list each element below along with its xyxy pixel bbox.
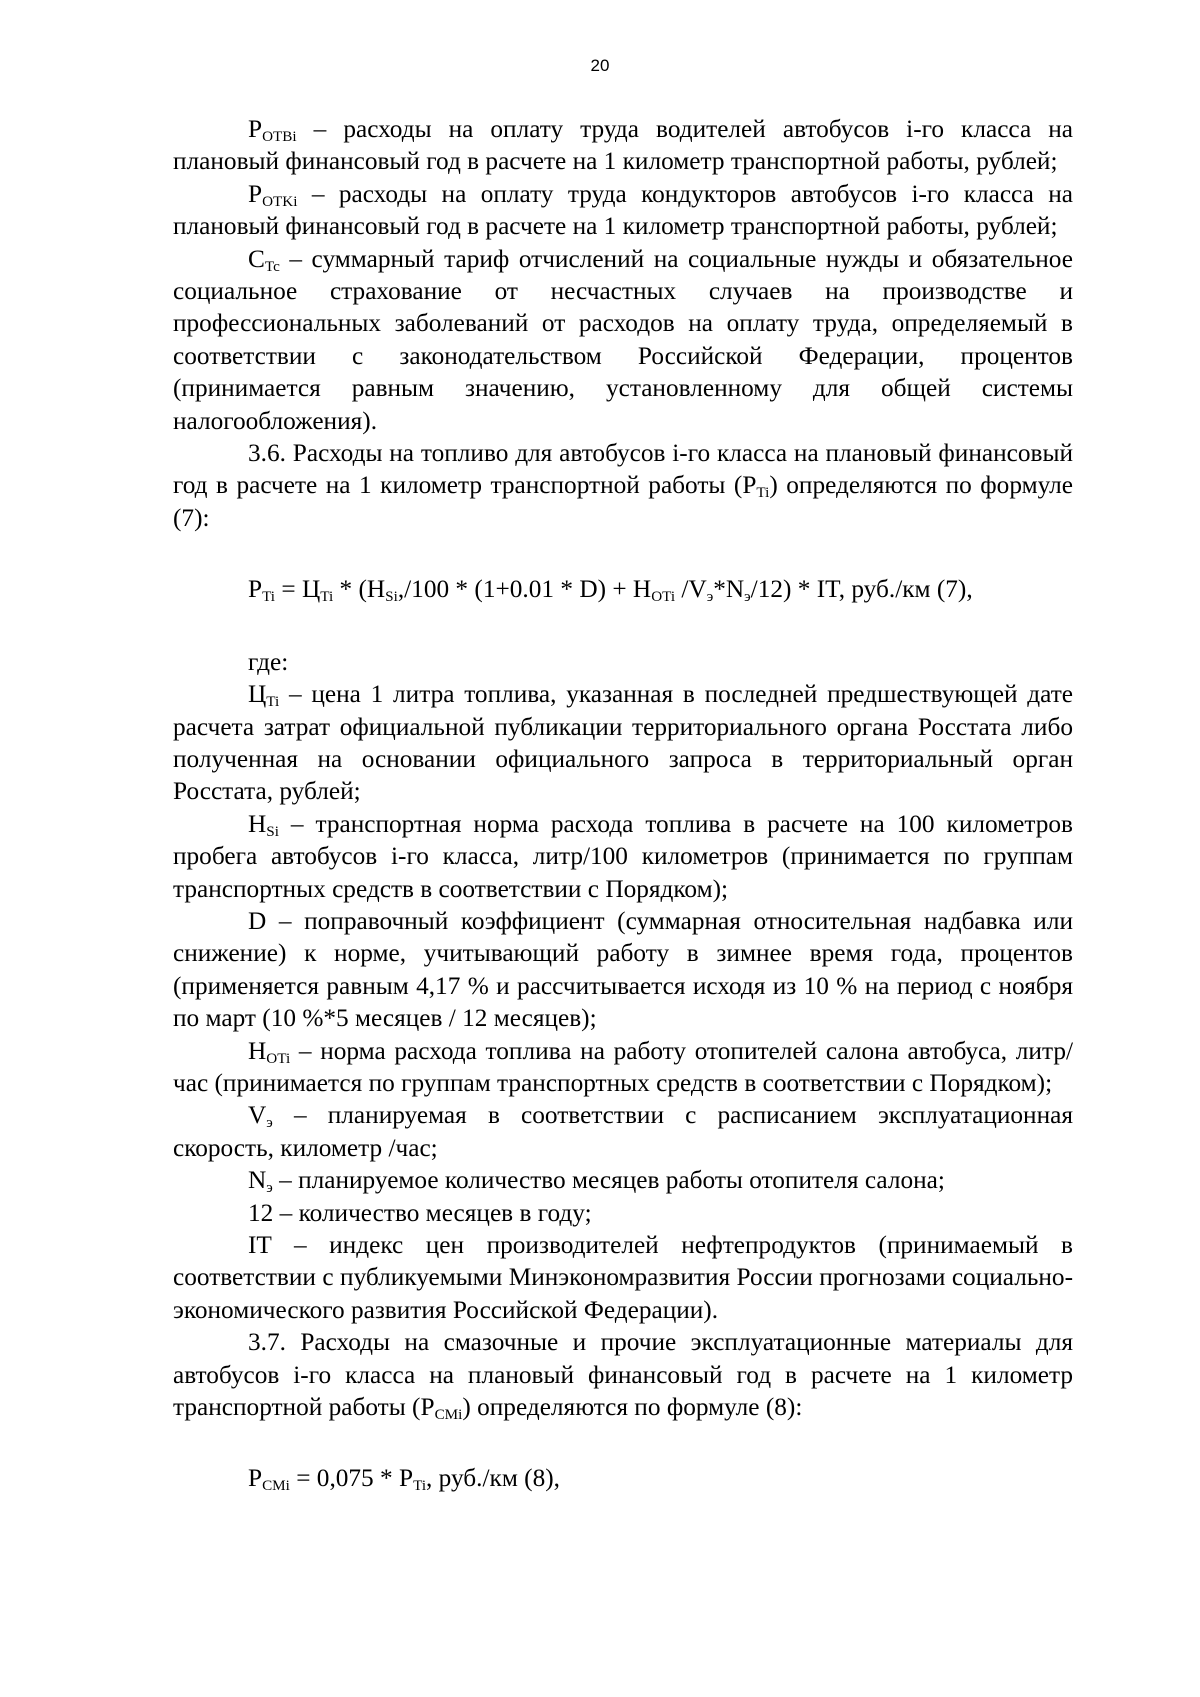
text-run: * ( — [333, 575, 367, 604]
text-run: 3.6. Расходы на топливо для автобусов i-го класса на плановый финансовый год в расчете на 1 километр транспортной работы ( — [173, 439, 1073, 500]
text-run: – расходы на оплату труда водителей автобусов i-го класса на плановый финансовый год в расчете на 1 километр транспортной работы, рублей; — [173, 115, 1073, 176]
paragraph — [173, 243, 1073, 437]
math-symbol: $P_{CMi}$ — [420, 1393, 463, 1423]
math-symbol: $P_{Ti}$ — [399, 1464, 427, 1495]
paragraph — [173, 1326, 1073, 1423]
text-run: ) определяются по формуле (7): — [173, 471, 1073, 532]
text-run: где: — [248, 647, 289, 676]
text-run: N — [248, 1166, 267, 1195]
text-run: – цена 1 литра топлива, указанная в последней предшествующей дате расчета затрат официальной публикации территориального органа Росстата либо полученная на основании официального запроса в территориальный орган Росстата, рублей; — [173, 680, 1073, 806]
text-run: ,/100 * (1+0.01 * D) + — [397, 575, 633, 604]
paragraph — [173, 905, 1073, 1035]
math-symbol: $C_{Tc}$ — [248, 244, 280, 275]
math-symbol: $Ц_{Ti}$ — [301, 575, 334, 606]
text-run: – планируемое количество месяцев работы отопителя салона; — [272, 1166, 945, 1195]
math-symbol: $P_{OTBi}$ — [248, 115, 297, 145]
text-run: – суммарный тариф отчислений на социальные нужды и обязательное социальное страхование от несчастных случаев на производстве и профессиональных заболеваний от расходов на оплату труда, определяемый в соответствии с законодательством Российской Федерации, процентов (принимается равным значению, установленному для общей системы налогообложения). — [173, 244, 1073, 435]
subscript: э — [706, 588, 714, 606]
paragraph — [173, 646, 1073, 678]
math-symbol: $P_{Ti}$ — [248, 575, 276, 606]
formula-line — [173, 573, 1073, 605]
text-run: 3.7. Расходы на смазочные и прочие эксплуатационные материалы для автобусов i-го класса на плановый финансовый год в расчете на 1 километр транспортной работы ( — [173, 1328, 1073, 1422]
paragraph — [173, 1035, 1073, 1100]
math-symbol: $H_{OTi}$ — [632, 575, 676, 606]
paragraph — [173, 678, 1073, 808]
paragraph — [173, 1229, 1073, 1326]
text-run: *N — [713, 575, 745, 604]
text-run: = — [275, 575, 302, 604]
paragraph — [173, 1164, 1073, 1196]
text-run: – расходы на оплату труда кондукторов автобусов i-го класса на плановый финансовый год в расчете на 1 километр транспортной работы, рублей; — [173, 179, 1073, 241]
paragraph — [173, 808, 1073, 905]
paragraph — [173, 437, 1073, 534]
math-symbol: $H_{Si}$ — [248, 809, 279, 840]
text-run: V — [248, 1101, 267, 1130]
math-symbol: $P_{Ti}$ — [742, 471, 770, 502]
text-run: , руб./км (8), — [426, 1464, 560, 1493]
text-run: D – поправочный коэффициент (суммарная относительная надбавка или снижение) к норме, учитывающий работу в зимнее время года, процентов (применяется равным 4,17 % и рассчитывается исходя из 10 % на период с ноября по март (10 %*5 месяцев / 12 месяцев); — [173, 906, 1073, 1033]
subscript: э — [744, 588, 751, 606]
text-run: – норма расхода топлива на работу отопителей салона автобуса, литр/час (принимается по группам транспортных средств в соответствии с Порядком); — [173, 1036, 1073, 1097]
paragraph — [173, 178, 1073, 243]
text-run: 12 – количество месяцев в году; — [248, 1198, 592, 1227]
document-body — [173, 113, 1073, 1535]
text-run: IT – индекс цен производителей нефтепродуктов (принимаемый в соответствии с публикуемыми Минэкономразвития России прогнозами социально-экономического развития Российской Федерации). — [173, 1231, 1073, 1324]
formula-line — [173, 1462, 1073, 1494]
text-run: ) определяются по формуле (8): — [462, 1393, 803, 1422]
text-run: – планируемая в соответствии с расписанием эксплуатационная скорость, километр /час; — [173, 1101, 1073, 1162]
page-number: 20 — [590, 56, 610, 75]
text-run: – транспортная норма расхода топлива в расчете на 100 километров пробега автобусов i-го класса, литр/100 километров (принимается по группам транспортных средств в соответствии с Порядком); — [173, 809, 1073, 903]
text-run: /12) * IT, руб./км (7), — [750, 575, 973, 604]
text-run: = 0,075 * — [289, 1464, 400, 1493]
math-symbol: $H_{OTi}$ — [248, 1036, 291, 1067]
math-symbol: $P_{OTKi}$ — [248, 179, 298, 210]
paragraph — [173, 113, 1073, 178]
paragraph — [173, 1099, 1073, 1164]
text-run: /V — [675, 575, 707, 604]
math-symbol: $P_{CMi}$ — [248, 1464, 290, 1495]
subscript: э — [266, 1178, 273, 1196]
math-symbol: $Ц_{Ti}$ — [248, 680, 280, 710]
math-symbol: $H_{Si}$ — [366, 575, 398, 606]
subscript: э — [266, 1114, 273, 1132]
paragraph — [173, 1197, 1073, 1229]
